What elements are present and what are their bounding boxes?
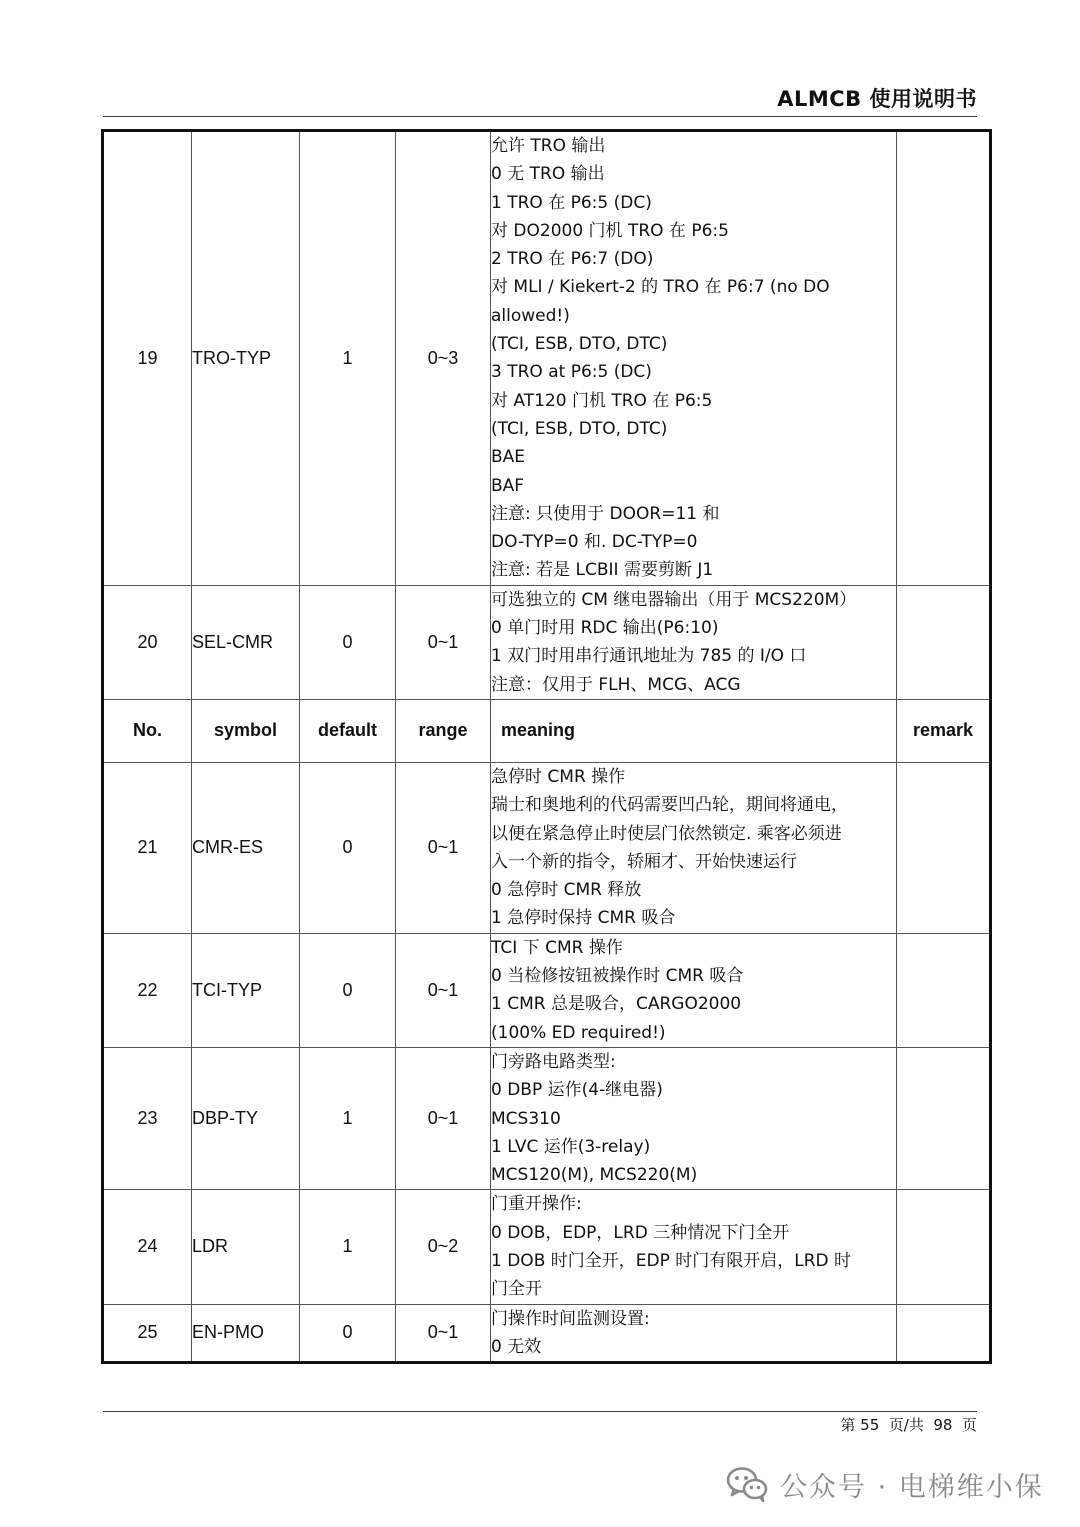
header-range: range [396, 699, 491, 762]
meaning-line: 注意：仅用于 FLH、MCG、ACG [491, 674, 741, 695]
param-range: 0~1 [396, 585, 491, 699]
meaning-line: 瑞士和奥地利的代码需要凹凸轮，期间将通电， [491, 795, 848, 816]
meaning-line: DO-TYP=0 和. DC-TYP=0 [491, 532, 698, 553]
meaning-line: 门全开 [491, 1279, 542, 1300]
meaning-line: 3 TRO at P6:5 (DC) [491, 362, 652, 383]
meaning-line: (100% ED required!) [491, 1022, 666, 1043]
parameter-table [101, 129, 992, 1364]
meaning-line: 允许 TRO 输出 [491, 136, 606, 156]
meaning-line: 1 CMR 总是吸合，CARGO2000 [491, 994, 742, 1015]
header-default: default [300, 699, 396, 762]
header-divider [103, 116, 977, 117]
document-title: ALMCB 使用说明书 [777, 87, 977, 111]
footer-divider [103, 1411, 977, 1412]
header-no: No. [103, 699, 192, 762]
param-remark [897, 762, 991, 933]
meaning-line: 1 急停时保持 CMR 吸合 [491, 908, 676, 929]
header-meaning: meaning [491, 699, 897, 762]
param-meaning [491, 1190, 897, 1304]
param-remark [897, 585, 991, 699]
param-meaning [491, 933, 897, 1047]
meaning-line: (TCI, ESB, DTO, DTC) [491, 334, 668, 355]
meaning-line: 1 TRO 在 P6:5 (DC) [491, 192, 652, 213]
header-remark: remark [897, 699, 991, 762]
table-row [103, 1304, 991, 1363]
meaning-line: 可选独立的 CM 继电器输出（用于 MCS220M） [491, 589, 857, 610]
meaning-line: 0 DOB，EDP，LRD 三种情况下门全开 [491, 1222, 790, 1243]
param-default: 0 [300, 585, 396, 699]
meaning-line: 对 DO2000 门机 TRO 在 P6:5 [491, 220, 729, 241]
meaning-line: 1 双门时用串行通讯地址为 785 的 I/O 口 [491, 646, 807, 667]
watermark [726, 1462, 1044, 1506]
param-default: 1 [300, 131, 396, 586]
header-symbol: symbol [192, 699, 300, 762]
param-symbol: CMR-ES [192, 762, 300, 933]
meaning-line: 0 当检修按钮被操作时 CMR 吸合 [491, 966, 744, 987]
meaning-line: 门操作时间监测设置: [491, 1308, 650, 1329]
param-number: 21 [103, 762, 192, 933]
param-default: 1 [300, 1047, 396, 1189]
param-number: 19 [103, 131, 192, 586]
param-meaning [491, 131, 897, 586]
meaning-line: 门重开操作: [491, 1194, 582, 1215]
meaning-line: TCI 下 CMR 操作 [491, 937, 623, 958]
param-meaning [491, 1047, 897, 1189]
param-number: 24 [103, 1190, 192, 1304]
param-meaning [491, 762, 897, 933]
meaning-line: BAE [491, 447, 526, 468]
param-number: 20 [103, 585, 192, 699]
table-row [103, 933, 991, 1047]
param-range: 0~2 [396, 1190, 491, 1304]
param-symbol: TCI-TYP [192, 933, 300, 1047]
table-row [103, 1047, 991, 1189]
param-remark [897, 933, 991, 1047]
table-body-lower [103, 762, 991, 1362]
meaning-line: MCS120(M), MCS220(M) [491, 1165, 698, 1186]
param-symbol: TRO-TYP [192, 131, 300, 586]
meaning-line: 0 无 TRO 输出 [491, 164, 605, 185]
param-symbol: DBP-TY [192, 1047, 300, 1189]
meaning-line: 门旁路电路类型: [491, 1051, 616, 1072]
param-default: 0 [300, 1304, 396, 1363]
table-row [103, 1190, 991, 1304]
param-remark [897, 131, 991, 586]
wechat-icon [726, 1466, 768, 1502]
meaning-line: 2 TRO 在 P6:7 (DO) [491, 249, 654, 270]
param-default: 1 [300, 1190, 396, 1304]
meaning-line: 对 MLI / Kiekert-2 的 TRO 在 P6:7 (no DO [491, 277, 830, 298]
table-row [103, 762, 991, 933]
param-range: 0~1 [396, 1047, 491, 1189]
meaning-line: 1 DOB 时门全开，EDP 时门有限开启，LRD 时 [491, 1250, 852, 1271]
table-header [103, 699, 991, 762]
param-remark [897, 1190, 991, 1304]
meaning-line: 0 DBP 运作(4-继电器) [491, 1080, 663, 1101]
param-range: 0~1 [396, 762, 491, 933]
page-number: 第 55 页/共 98 页 [840, 1416, 977, 1434]
meaning-line: 以便在紧急停止时使层门依然锁定. 乘客必须进 [491, 823, 842, 844]
param-symbol: LDR [192, 1190, 300, 1304]
meaning-line: 注意: 只使用于 DOOR=11 和 [491, 503, 720, 524]
param-symbol: EN-PMO [192, 1304, 300, 1363]
param-number: 23 [103, 1047, 192, 1189]
table-header-row [103, 699, 991, 762]
param-number: 22 [103, 933, 192, 1047]
param-symbol: SEL-CMR [192, 585, 300, 699]
param-number: 25 [103, 1304, 192, 1363]
watermark-text: 公众号 · 电梯维小保 [780, 1471, 1044, 1503]
meaning-line: 0 无效 [491, 1336, 542, 1357]
param-range: 0~1 [396, 1304, 491, 1363]
param-remark [897, 1047, 991, 1189]
meaning-line: allowed!) [491, 305, 570, 326]
param-remark [897, 1304, 991, 1363]
meaning-line: 入一个新的指令，轿厢才、开始快速运行 [491, 851, 797, 872]
meaning-line: 急停时 CMR 操作 [491, 766, 626, 787]
param-meaning [491, 585, 897, 699]
param-meaning [491, 1304, 897, 1363]
param-default: 0 [300, 933, 396, 1047]
meaning-line: 1 LVC 运作(3-relay) [491, 1136, 651, 1157]
param-default: 0 [300, 762, 396, 933]
meaning-line: BAF [491, 475, 525, 496]
table-row [103, 131, 991, 586]
table-row [103, 585, 991, 699]
meaning-line: MCS310 [491, 1108, 561, 1129]
table-body-upper [103, 131, 991, 700]
param-range: 0~1 [396, 933, 491, 1047]
meaning-line: 0 急停时 CMR 释放 [491, 880, 642, 901]
meaning-line: 0 单门时用 RDC 输出(P6:10) [491, 618, 719, 639]
meaning-line: (TCI, ESB, DTO, DTC) [491, 418, 668, 439]
meaning-line: 注意: 若是 LCBII 需要剪断 J1 [491, 560, 714, 581]
meaning-line: 对 AT120 门机 TRO 在 P6:5 [491, 390, 713, 411]
param-range: 0~3 [396, 131, 491, 586]
